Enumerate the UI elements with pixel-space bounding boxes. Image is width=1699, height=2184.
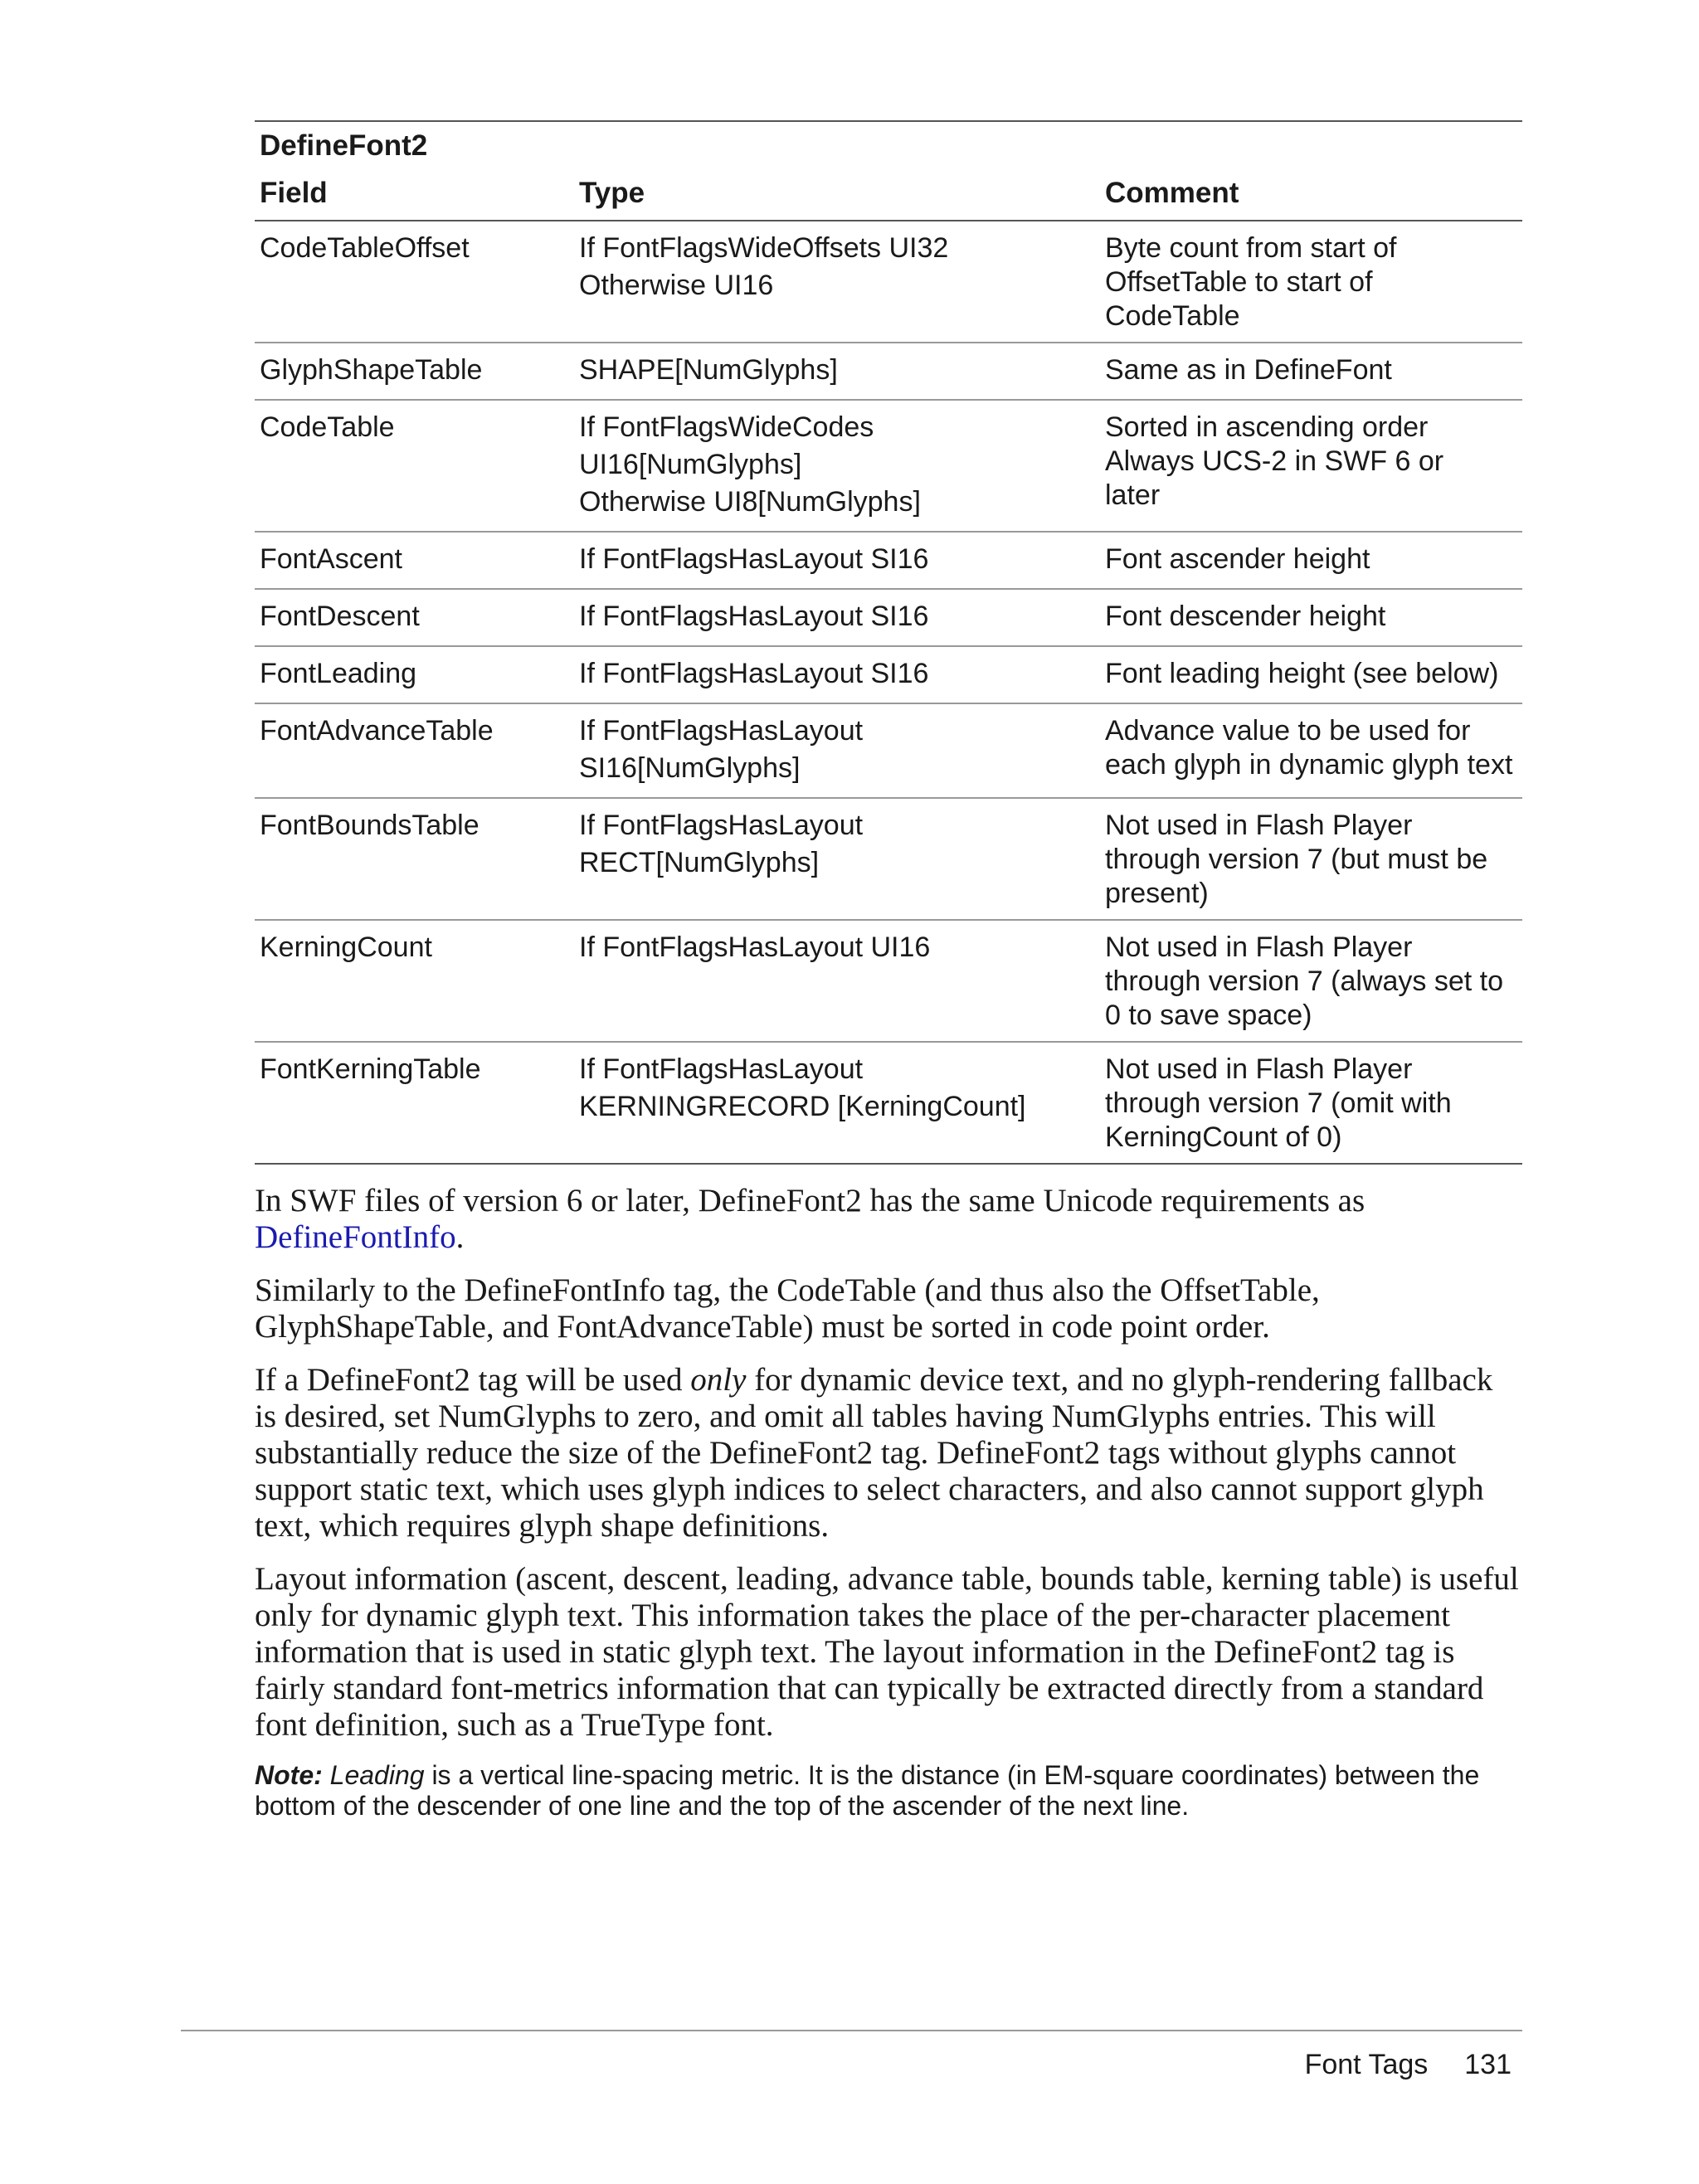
paragraph-layout-info: Layout information (ascent, descent, leading, advance table, bounds table, kerning table) is useful only for dynamic glyph text. This information takes the place of the per-character placement information that is used in static glyph text. The layout information in the DefineFont2 tag is fairly standard font-metrics information that can typically be extracted directly from a standard font definition, such as a TrueType font. — [255, 1561, 1519, 1743]
cell-field: CodeTable — [255, 400, 574, 532]
paragraph-unicode-text: In SWF files of version 6 or later, DefineFont2 has the same Unicode requirements as — [255, 1183, 1366, 1218]
cell-comment — [1100, 400, 1522, 532]
cell-comment-line: OffsetTable to start of — [1105, 266, 1373, 298]
cell-comment-line: Not used in Flash Player — [1105, 810, 1413, 841]
cell-type — [574, 343, 1100, 400]
paragraph-dynamic-text — [255, 1362, 1522, 1544]
cell-comment-line: through version 7 (always set to — [1105, 966, 1504, 997]
table-caption: DefineFont2 — [255, 121, 1522, 163]
cell-type — [574, 532, 1100, 589]
cell-comment-line: through version 7 (omit with — [1105, 1087, 1452, 1119]
cell-type-line: UI16[NumGlyphs] — [579, 449, 802, 480]
cell-comment-line: through version 7 (but must be — [1105, 844, 1488, 875]
cell-comment-line: Not used in Flash Player — [1105, 931, 1413, 963]
table-row — [255, 703, 1522, 798]
cell-type-line: RECT[NumGlyphs] — [579, 847, 820, 878]
table-header-row — [255, 163, 1522, 221]
paragraph-dynamic-text-a: If a DefineFont2 tag will be used — [255, 1362, 691, 1398]
table-row — [255, 221, 1522, 343]
cell-comment-line: Sorted in ascending order — [1105, 411, 1429, 443]
cell-type-line: If FontFlagsWideCodes — [579, 411, 874, 443]
cell-comment — [1100, 798, 1522, 920]
note-text: is a vertical line-spacing metric. It is the distance (in EM-square coordinates) between the bottom of the descender of one line and the top of the ascender of the next line. — [255, 1760, 1480, 1821]
cell-type-line: If FontFlagsHasLayout — [579, 810, 864, 841]
note-term: Leading — [329, 1760, 425, 1790]
cell-comment — [1100, 703, 1522, 798]
cell-type-line: SHAPE[NumGlyphs] — [579, 354, 838, 386]
cell-type — [574, 920, 1100, 1042]
cell-comment-line: KerningCount of 0) — [1105, 1121, 1342, 1153]
cell-field: FontDescent — [255, 589, 574, 646]
cell-comment — [1100, 343, 1522, 400]
cell-comment-line: present) — [1105, 878, 1209, 909]
paragraph-unicode — [255, 1183, 1522, 1256]
cell-type — [574, 221, 1100, 343]
cell-type-line: If FontFlagsWideOffsets UI32 — [579, 232, 949, 264]
paragraph-sort-order: Similarly to the DefineFontInfo tag, the CodeTable (and thus also the OffsetTable, GlyphShapeTable, and FontAdvanceTable) must be sorted in code point order. — [255, 1272, 1320, 1345]
cell-type-line: KERNINGRECORD [KerningCount] — [579, 1091, 1026, 1122]
cell-field: KerningCount — [255, 920, 574, 1042]
header-comment: Comment — [1100, 163, 1522, 221]
cell-comment-line: Same as in DefineFont — [1105, 354, 1392, 386]
cell-comment-line: Byte count from start of — [1105, 232, 1397, 264]
cell-field: CodeTableOffset — [255, 221, 574, 343]
cell-type-line: SI16[NumGlyphs] — [579, 752, 801, 784]
table-row — [255, 532, 1522, 589]
cell-type-line: If FontFlagsHasLayout SI16 — [579, 601, 929, 632]
table-row — [255, 920, 1522, 1042]
note-block — [255, 1760, 1522, 1822]
cell-comment — [1100, 920, 1522, 1042]
cell-field: FontBoundsTable — [255, 798, 574, 920]
cell-type-line: If FontFlagsHasLayout SI16 — [579, 543, 929, 575]
cell-type — [574, 400, 1100, 532]
cell-comment — [1100, 221, 1522, 343]
cell-type — [574, 1042, 1100, 1164]
definefontinfo-link[interactable]: DefineFontInfo — [255, 1219, 456, 1255]
cell-comment-line: Always UCS-2 in SWF 6 or — [1105, 445, 1444, 477]
cell-comment — [1100, 1042, 1522, 1164]
page-footer — [1305, 2049, 1512, 2081]
note-label: Note: — [255, 1760, 323, 1790]
cell-field: FontAdvanceTable — [255, 703, 574, 798]
cell-comment — [1100, 532, 1522, 589]
cell-field: FontKerningTable — [255, 1042, 574, 1164]
cell-type-line: Otherwise UI16 — [579, 270, 774, 301]
cell-field: GlyphShapeTable — [255, 343, 574, 400]
page-number: 131 — [1464, 2049, 1512, 2080]
cell-type — [574, 646, 1100, 703]
table-row — [255, 1042, 1522, 1164]
table-row — [255, 343, 1522, 400]
table-row — [255, 589, 1522, 646]
cell-type — [574, 589, 1100, 646]
cell-comment-line: each glyph in dynamic glyph text — [1105, 749, 1513, 781]
table-caption-row — [255, 121, 1522, 163]
paragraph-unicode-end: . — [455, 1219, 465, 1255]
cell-type-line: If FontFlagsHasLayout — [579, 1053, 864, 1085]
emphasis-only: only — [690, 1362, 747, 1398]
footer-divider — [181, 2030, 1522, 2031]
cell-comment-line: later — [1105, 479, 1161, 511]
cell-comment-line: Font descender height — [1105, 601, 1386, 632]
header-type: Type — [574, 163, 1100, 221]
page-content — [255, 120, 1522, 1822]
cell-field: FontAscent — [255, 532, 574, 589]
cell-comment-line: CodeTable — [1105, 300, 1240, 332]
definefont2-table — [255, 120, 1522, 1165]
cell-comment-line: Advance value to be used for — [1105, 715, 1471, 747]
cell-comment-line: Font ascender height — [1105, 543, 1370, 575]
table-row — [255, 798, 1522, 920]
paragraph-dynamic-text-b: for dynamic device text, and no glyph-rendering fallback is desired, set NumGlyphs to zero, and omit all tables having NumGlyphs entries. This will substantially reduce the size of the DefineFont2 tag. DefineFont2 tags without glyphs cannot support static text, which uses glyph indices to select characters, and also cannot support glyph text, which requires glyph shape definitions. — [255, 1362, 1493, 1544]
cell-comment-line: 0 to save space) — [1105, 1000, 1312, 1031]
cell-comment-line: Not used in Flash Player — [1105, 1053, 1413, 1085]
cell-comment — [1100, 646, 1522, 703]
table-row — [255, 400, 1522, 532]
cell-comment — [1100, 589, 1522, 646]
cell-type-line: If FontFlagsHasLayout UI16 — [579, 931, 931, 963]
cell-type-line: If FontFlagsHasLayout — [579, 715, 864, 747]
cell-type — [574, 798, 1100, 920]
cell-field: FontLeading — [255, 646, 574, 703]
footer-section-title: Font Tags — [1304, 2049, 1429, 2080]
cell-type-line: Otherwise UI8[NumGlyphs] — [579, 486, 921, 518]
header-field: Field — [255, 163, 574, 221]
cell-type — [574, 703, 1100, 798]
cell-comment-line: Font leading height (see below) — [1105, 658, 1499, 689]
cell-type-line: If FontFlagsHasLayout SI16 — [579, 658, 929, 689]
table-row — [255, 646, 1522, 703]
